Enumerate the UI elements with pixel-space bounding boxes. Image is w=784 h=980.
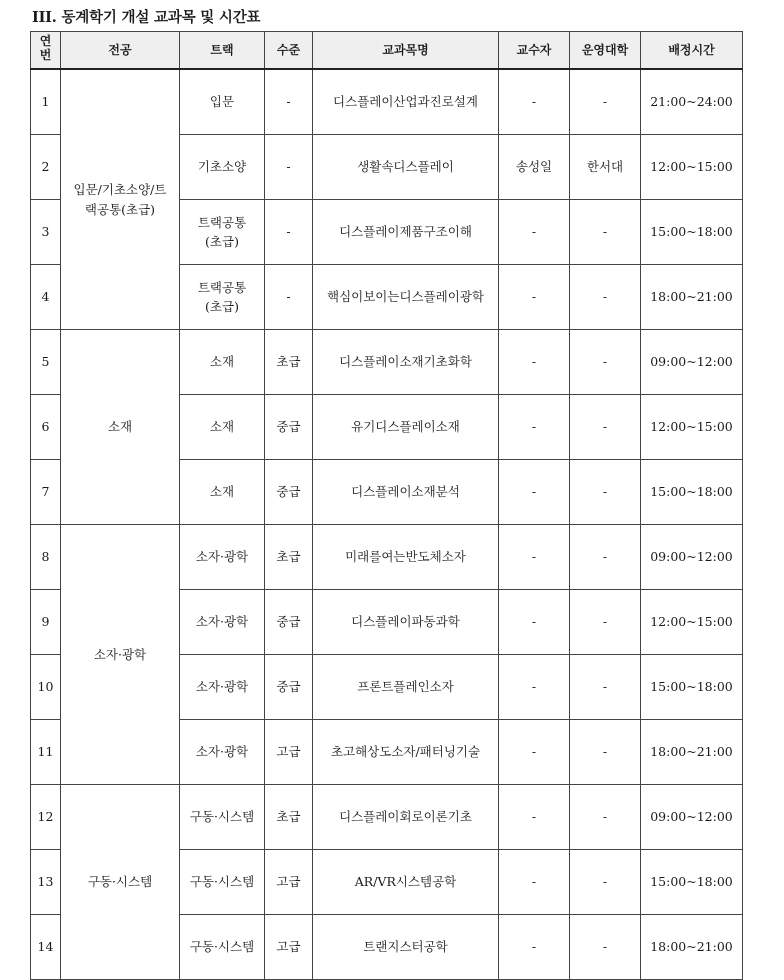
row-number: 4: [31, 265, 61, 330]
table-row: [31, 785, 743, 850]
row-number: 1: [31, 69, 61, 135]
header-course: 교과목명: [313, 32, 499, 70]
track-cell: 소재: [180, 395, 265, 460]
track-cell: 구동·시스템: [180, 785, 265, 850]
course-cell: 트랜지스터공학: [313, 915, 499, 980]
professor-cell: -: [499, 200, 570, 265]
table-row: [31, 69, 743, 135]
level-cell: 중급: [265, 655, 313, 720]
time-cell: 09:00~12:00: [641, 525, 743, 590]
row-number: 11: [31, 720, 61, 785]
professor-cell: -: [499, 785, 570, 850]
course-cell: 디스플레이산업과진로설계: [313, 69, 499, 135]
level-cell: 고급: [265, 850, 313, 915]
course-cell: 핵심이보이는디스플레이광학: [313, 265, 499, 330]
track-cell: 트랙공통(초급): [180, 265, 265, 330]
time-cell: 15:00~18:00: [641, 655, 743, 720]
professor-cell: -: [499, 525, 570, 590]
track-cell: 트랙공통(초급): [180, 200, 265, 265]
major-cell: 입문/기초소양/트랙공통(초급): [61, 69, 180, 330]
level-cell: -: [265, 265, 313, 330]
major-cell: 소자·광학: [61, 525, 180, 785]
time-cell: 18:00~21:00: [641, 915, 743, 980]
track-cell: 기초소양: [180, 135, 265, 200]
header-university: 운영대학: [570, 32, 641, 70]
level-cell: 초급: [265, 525, 313, 590]
row-number: 2: [31, 135, 61, 200]
row-number: 8: [31, 525, 61, 590]
course-cell: 디스플레이회로이론기초: [313, 785, 499, 850]
header-level: 수준: [265, 32, 313, 70]
header-track: 트랙: [180, 32, 265, 70]
professor-cell: -: [499, 655, 570, 720]
row-number: 10: [31, 655, 61, 720]
university-cell: -: [570, 69, 641, 135]
university-cell: -: [570, 915, 641, 980]
row-number: 13: [31, 850, 61, 915]
university-cell: -: [570, 720, 641, 785]
level-cell: -: [265, 69, 313, 135]
row-number: 3: [31, 200, 61, 265]
track-cell: 소자·광학: [180, 590, 265, 655]
professor-cell: -: [499, 915, 570, 980]
university-cell: -: [570, 785, 641, 850]
time-cell: 09:00~12:00: [641, 330, 743, 395]
university-cell: -: [570, 590, 641, 655]
level-cell: 초급: [265, 785, 313, 850]
professor-cell: -: [499, 720, 570, 785]
university-cell: -: [570, 655, 641, 720]
level-cell: 중급: [265, 395, 313, 460]
time-cell: 18:00~21:00: [641, 720, 743, 785]
level-cell: 고급: [265, 915, 313, 980]
course-cell: 디스플레이소재분석: [313, 460, 499, 525]
professor-cell: -: [499, 69, 570, 135]
track-cell: 소자·광학: [180, 655, 265, 720]
track-cell: 소재: [180, 460, 265, 525]
course-cell: 디스플레이제품구조이해: [313, 200, 499, 265]
table-header-row: [31, 32, 743, 70]
time-cell: 12:00~15:00: [641, 590, 743, 655]
track-cell: 구동·시스템: [180, 915, 265, 980]
course-cell: 유기디스플레이소재: [313, 395, 499, 460]
row-number: 5: [31, 330, 61, 395]
level-cell: 고급: [265, 720, 313, 785]
track-cell: 소자·광학: [180, 525, 265, 590]
course-cell: 생활속디스플레이: [313, 135, 499, 200]
major-cell: 소재: [61, 330, 180, 525]
professor-cell: 송성일: [499, 135, 570, 200]
university-cell: -: [570, 330, 641, 395]
track-cell: 입문: [180, 69, 265, 135]
professor-cell: -: [499, 590, 570, 655]
row-number: 12: [31, 785, 61, 850]
track-cell: 구동·시스템: [180, 850, 265, 915]
professor-cell: -: [499, 460, 570, 525]
time-cell: 15:00~18:00: [641, 850, 743, 915]
level-cell: 중급: [265, 460, 313, 525]
time-cell: 18:00~21:00: [641, 265, 743, 330]
track-cell: 소자·광학: [180, 720, 265, 785]
header-time: 배정시간: [641, 32, 743, 70]
major-cell: 구동·시스템: [61, 785, 180, 980]
page-title: III. 동계학기 개설 교과목 및 시간표: [32, 9, 261, 26]
university-cell: -: [570, 525, 641, 590]
course-cell: 프론트플레인소자: [313, 655, 499, 720]
time-cell: 12:00~15:00: [641, 395, 743, 460]
university-cell: -: [570, 460, 641, 525]
university-cell: -: [570, 850, 641, 915]
course-cell: AR/VR시스템공학: [313, 850, 499, 915]
row-number: 14: [31, 915, 61, 980]
university-cell: 한서대: [570, 135, 641, 200]
row-number: 6: [31, 395, 61, 460]
professor-cell: -: [499, 265, 570, 330]
university-cell: -: [570, 200, 641, 265]
level-cell: -: [265, 200, 313, 265]
time-cell: 15:00~18:00: [641, 460, 743, 525]
level-cell: 중급: [265, 590, 313, 655]
professor-cell: -: [499, 330, 570, 395]
university-cell: -: [570, 265, 641, 330]
level-cell: -: [265, 135, 313, 200]
header-major: 전공: [61, 32, 180, 70]
row-number: 7: [31, 460, 61, 525]
level-cell: 초급: [265, 330, 313, 395]
table-row: [31, 330, 743, 395]
time-cell: 09:00~12:00: [641, 785, 743, 850]
table-row: [31, 525, 743, 590]
professor-cell: -: [499, 850, 570, 915]
professor-cell: -: [499, 395, 570, 460]
course-cell: 디스플레이소재기초화학: [313, 330, 499, 395]
header-professor: 교수자: [499, 32, 570, 70]
course-cell: 미래를여는반도체소자: [313, 525, 499, 590]
time-cell: 21:00~24:00: [641, 69, 743, 135]
course-cell: 초고해상도소자/패터닝기술: [313, 720, 499, 785]
time-cell: 15:00~18:00: [641, 200, 743, 265]
header-no: 연번: [31, 32, 61, 70]
time-cell: 12:00~15:00: [641, 135, 743, 200]
course-cell: 디스플레이파동과학: [313, 590, 499, 655]
track-cell: 소재: [180, 330, 265, 395]
university-cell: -: [570, 395, 641, 460]
row-number: 9: [31, 590, 61, 655]
